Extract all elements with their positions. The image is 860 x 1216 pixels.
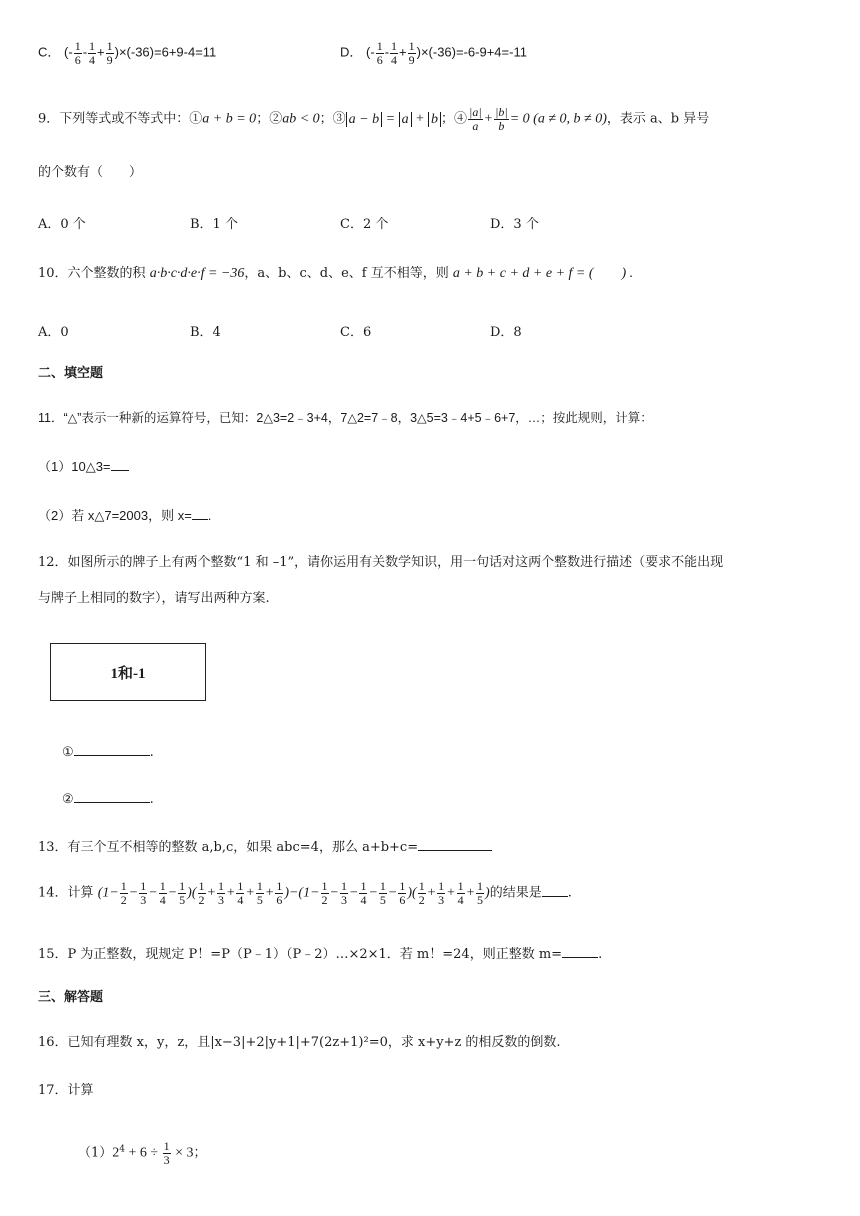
- expr-text: (-: [64, 44, 73, 60]
- question-text: 的结果是: [489, 885, 542, 901]
- q9-option-a[interactable]: A．0 个: [38, 217, 86, 232]
- operator: −: [167, 885, 178, 901]
- section-heading-fill-in: 二、填空题: [38, 366, 104, 381]
- operator: +: [426, 885, 437, 901]
- numerator: 1: [106, 39, 113, 53]
- expr-text: (-: [366, 44, 375, 60]
- denominator: 3: [340, 892, 347, 907]
- q11-part2: [38, 507, 211, 524]
- fraction: [198, 880, 206, 906]
- question-text: （1）10△3=: [38, 459, 111, 474]
- q12-answer-2: [62, 790, 154, 808]
- abs-expr: a: [399, 112, 412, 127]
- numerator: 1: [399, 879, 406, 893]
- operator: −: [348, 885, 359, 901]
- punctuation: .: [598, 947, 603, 962]
- operator: −: [387, 885, 398, 901]
- q11-part1: [38, 458, 129, 475]
- fraction: [390, 40, 398, 66]
- operator: +: [206, 885, 216, 901]
- math-expr: a·b·c·d·e·f = −36: [149, 266, 245, 281]
- expr-text: )×(-36)=-6-9+4=-11: [416, 44, 527, 60]
- punctuation: ；: [193, 1145, 207, 1161]
- q9-option-b[interactable]: B．1 个: [190, 217, 238, 232]
- question-text: .: [207, 508, 212, 523]
- answer-blank[interactable]: [562, 945, 598, 958]
- answer-blank[interactable]: [192, 507, 208, 520]
- numerator: |b|: [495, 105, 508, 119]
- denominator: 3: [217, 892, 224, 907]
- denominator: 2: [120, 892, 127, 907]
- expr-text: )×(-36)=6+9-4=11: [114, 44, 217, 60]
- abs-expr: a − b: [346, 112, 382, 127]
- operator: ): [485, 885, 490, 901]
- q10-option-d[interactable]: D．8: [490, 325, 522, 340]
- denominator: 6: [399, 892, 406, 907]
- part-label: （1）: [78, 1145, 113, 1161]
- operator: −: [329, 885, 339, 901]
- q16-stem: 16．已知有理数 x，y，z，且|x−3|+2|y+1|+7(2z+1)²=0，求 x+y+z 的相反数的倒数.: [38, 1035, 561, 1050]
- answer-blank[interactable]: [542, 884, 568, 897]
- fraction: [106, 40, 114, 66]
- numerator: 1: [408, 39, 415, 53]
- numerator: 1: [438, 879, 445, 893]
- option-label: C．: [38, 44, 61, 60]
- fraction: [88, 40, 96, 66]
- q8-option-d: [340, 40, 527, 66]
- option-label: D．: [340, 44, 363, 60]
- operator: × 3: [171, 1145, 194, 1161]
- q14-stem: [38, 880, 572, 906]
- math-expr: = 0 (a ≠ 0, b ≠ 0): [509, 111, 607, 127]
- numerator: 1: [198, 879, 205, 893]
- numerator: 1: [477, 879, 484, 893]
- numerator: 1: [391, 39, 398, 53]
- q13-stem: [38, 838, 492, 856]
- fraction: [494, 106, 509, 132]
- fraction: [468, 106, 483, 132]
- denominator: 3: [163, 1152, 170, 1167]
- q10-stem: [38, 266, 633, 283]
- math-expr: a + b + c + d + e + f = ( ) .: [452, 266, 634, 281]
- q12-stem-line1: 12．如图所示的牌子上有两个整数“1 和 –1”，请你运用有关数学知识，用一句话对这两个整数进行描述（要求不能出现: [38, 555, 724, 570]
- operator: (: [191, 885, 197, 901]
- fraction: [178, 880, 186, 906]
- question-text: ，a、b、c、d、e、f 互不相等，则: [244, 266, 453, 281]
- operator: +: [465, 885, 476, 901]
- answer-marker: ①: [62, 745, 74, 760]
- denominator: 5: [477, 892, 484, 907]
- operator: +: [264, 885, 275, 901]
- fraction: [476, 880, 484, 906]
- denominator: a: [472, 118, 479, 133]
- numerator: 1: [379, 879, 386, 893]
- fraction: [340, 880, 348, 906]
- q10-option-b[interactable]: B．4: [190, 325, 221, 340]
- fraction: [275, 880, 283, 906]
- q17-stem: 17．计算: [38, 1083, 94, 1098]
- operator: )−(1−: [284, 885, 320, 901]
- math-expr: ab < 0: [282, 111, 320, 127]
- denominator: 2: [321, 892, 328, 907]
- q8-option-c: [38, 40, 216, 66]
- fraction: [379, 880, 387, 906]
- denominator: 2: [418, 892, 425, 907]
- math-expr: 2: [112, 1145, 120, 1161]
- answer-blank[interactable]: [74, 743, 150, 756]
- operator: -: [82, 44, 88, 60]
- question-text: ；④: [441, 111, 468, 127]
- numerator: 1: [74, 39, 81, 53]
- punctuation: .: [149, 792, 154, 807]
- operator: ): [407, 885, 413, 901]
- numerator: 1: [120, 879, 127, 893]
- section-heading-solve: 三、解答题: [38, 990, 104, 1005]
- abs-expr: b: [428, 112, 441, 127]
- answer-blank[interactable]: [74, 790, 150, 803]
- denominator: 3: [438, 892, 445, 907]
- denominator: 4: [237, 892, 244, 907]
- fraction: [236, 880, 244, 906]
- exponent: 4: [119, 1144, 126, 1155]
- fraction: [256, 880, 264, 906]
- denominator: 5: [256, 892, 263, 907]
- numerator: 1: [360, 879, 367, 893]
- fraction: [408, 40, 416, 66]
- question-text: ；③: [319, 111, 346, 127]
- denominator: 5: [379, 892, 386, 907]
- q10-option-a[interactable]: A．0: [38, 325, 69, 340]
- numerator: 1: [237, 879, 244, 893]
- denominator: 4: [360, 892, 367, 907]
- numerator: 1: [256, 879, 263, 893]
- sign-board: [50, 643, 206, 701]
- operator: -: [384, 44, 390, 60]
- answer-marker: ②: [62, 792, 74, 807]
- denominator: 6: [74, 52, 81, 67]
- math-expr: +: [483, 111, 494, 127]
- question-text: 15．P 为正整数，现规定 P！=P（P﹣1）（P﹣2）…×2×1．若 m！=24，则正整数 m=: [38, 947, 563, 962]
- numerator: 1: [89, 39, 96, 53]
- fraction: [321, 880, 329, 906]
- punctuation: .: [567, 885, 572, 901]
- question-text: 9．下列等式或不等式中：①: [38, 111, 203, 127]
- denominator: 4: [159, 892, 166, 907]
- numerator: 1: [179, 879, 186, 893]
- question-text: ；②: [256, 111, 283, 127]
- numerator: 1: [163, 1139, 170, 1153]
- operator: −: [368, 885, 378, 901]
- operator: +: [399, 44, 407, 60]
- operator: ): [187, 885, 192, 901]
- numerator: |a|: [469, 105, 482, 119]
- fraction: [457, 880, 465, 906]
- denominator: 4: [457, 892, 464, 907]
- numerator: 1: [140, 879, 147, 893]
- numerator: 1: [376, 39, 383, 53]
- question-text: ，表示 a、b 异号: [606, 111, 710, 127]
- fraction: [163, 1140, 171, 1166]
- fraction: [139, 880, 147, 906]
- denominator: b: [498, 118, 505, 133]
- operator: +: [446, 885, 456, 901]
- operator: −: [128, 885, 139, 901]
- q17-part1: [78, 1140, 207, 1166]
- numerator: 1: [321, 879, 328, 893]
- denominator: 9: [408, 52, 415, 67]
- fraction: [418, 880, 426, 906]
- operator: +: [97, 44, 105, 60]
- q10-option-c[interactable]: C．6: [340, 325, 372, 340]
- denominator: 6: [376, 52, 383, 67]
- operator: −: [148, 885, 158, 901]
- fraction: [376, 40, 384, 66]
- operator: + 6 ÷: [125, 1145, 162, 1161]
- fraction: [74, 40, 82, 66]
- denominator: 2: [198, 892, 205, 907]
- numerator: 1: [159, 879, 166, 893]
- q12-stem-line2: 与牌子上相同的数字），请写出两种方案.: [38, 591, 270, 606]
- answer-blank[interactable]: [111, 458, 129, 471]
- answer-blank[interactable]: [418, 838, 492, 851]
- numerator: 1: [340, 879, 347, 893]
- q9-stem: [38, 106, 709, 132]
- numerator: 1: [276, 879, 283, 893]
- denominator: 3: [140, 892, 147, 907]
- fraction: [359, 880, 367, 906]
- question-text: （2）若 x△7=2003，则 x=: [38, 508, 192, 523]
- denominator: 9: [106, 52, 113, 67]
- fraction: [398, 880, 406, 906]
- operator: +: [245, 885, 255, 901]
- math-expr: =: [382, 111, 399, 127]
- denominator: 6: [276, 892, 283, 907]
- fraction: [159, 880, 167, 906]
- question-text: 13．有三个互不相等的整数 a,b,c，如果 abc=4，那么 a+b+c=: [38, 840, 419, 855]
- punctuation: .: [149, 745, 154, 760]
- q11-stem: 11．“△”表示一种新的运算符号，已知：2△3=2﹣3+4，7△2=7﹣8，3△5=3﹣4+5﹣6+7，…；按此规则，计算：: [38, 411, 653, 425]
- math-expr: a + b = 0: [202, 111, 257, 127]
- q15-stem: [38, 945, 602, 963]
- q9-option-c[interactable]: C．2 个: [340, 217, 389, 232]
- question-text: 10．六个整数的积: [38, 266, 150, 281]
- operator: +: [225, 885, 236, 901]
- q12-answer-1: [62, 743, 154, 761]
- fraction: [217, 880, 225, 906]
- numerator: 1: [457, 879, 464, 893]
- fraction: [437, 880, 445, 906]
- question-text: 14．计算: [38, 885, 98, 901]
- q9-option-d[interactable]: D．3 个: [490, 217, 539, 232]
- denominator: 5: [179, 892, 186, 907]
- denominator: 4: [89, 52, 96, 67]
- q9-stem-line2: 的个数有（ ）: [38, 165, 143, 180]
- math-expr: (1−: [97, 885, 119, 901]
- fraction: [120, 880, 128, 906]
- denominator: 4: [391, 52, 398, 67]
- operator: (: [412, 885, 417, 901]
- numerator: 1: [418, 879, 425, 893]
- numerator: 1: [217, 879, 224, 893]
- math-expr: +: [411, 111, 429, 127]
- sign-text: 1和-1: [110, 665, 146, 682]
